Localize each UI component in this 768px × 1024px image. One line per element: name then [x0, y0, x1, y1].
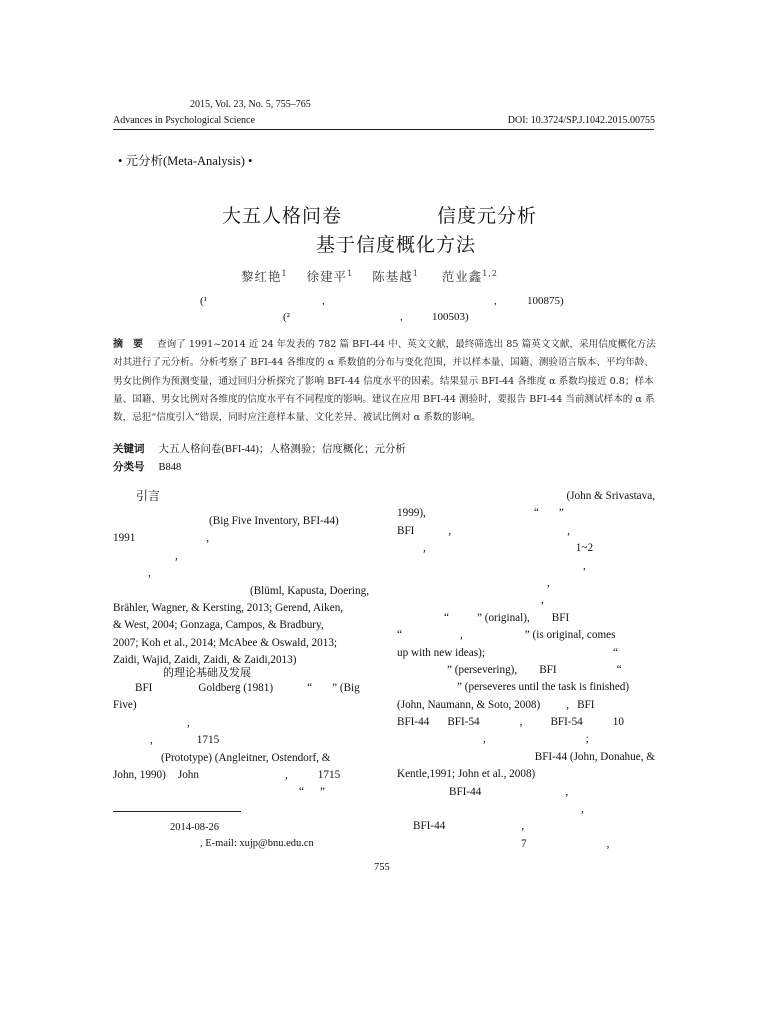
aff1-code: 100875) [527, 295, 564, 307]
page-number: 755 [374, 862, 390, 873]
text-line: (John, Naumann, & Soto, 2008) , BFI [397, 698, 595, 711]
right-column-body [397, 488, 655, 853]
abstract [113, 336, 656, 427]
author-name: 陈基越 [372, 269, 413, 284]
header-journal: Advances in Psychological Science [113, 115, 255, 126]
text-line: BFI , , [397, 524, 571, 537]
classification-text: B848 [158, 462, 182, 473]
left-column-body-2 [113, 680, 369, 802]
aff2-open: (² [283, 311, 290, 323]
text-line: , [583, 559, 586, 572]
author-list: 黎红艳$^1$ 徐建平$^1$ 陈基越$^1$ 范业鑫$^{1,2}$ [241, 268, 499, 284]
text-line: up with new ideas); “ [397, 646, 618, 659]
abstract-label: 摘 要 [113, 339, 143, 350]
title-line1-left: 大五人格问卷 [222, 205, 343, 227]
title-line1-right: 信度元分析 [437, 205, 538, 227]
text-line: , ; [483, 733, 589, 746]
text-line: , 1~2 [423, 542, 594, 555]
text-line: , 1715 [150, 734, 220, 747]
abstract-text: 查询了 1991~2014 近 24 年发表的 782 篇 BFI-44 中、英文文献，最终筛选出 85 篇英文文献，采用信度概化方法对其进行了元分析。分析考察了 BFI-44 各维度的 α 系数值的分布与变化范围，并以样本量、国籍、测验语言版本、平均年龄、男女比例作为预测变量，通过回归分析探究了影响 BFI-44 信度水平的因素。结果显示 BFI-44 各维度 α 系数均接近 0.8；样本量、国籍、男女比例对各维度的信度水平有不同程度的影响。建议在应用 BFI-44 测验时，要报告 BFI-44 当前测试样本的 α 系数，忌犯“信度引入”错误，同时应注意样本量、文化差异、被试比例对 α 系数的影响。 [113, 339, 656, 424]
section-tag: • 元分析(Meta-Analysis) • [118, 154, 253, 168]
classification-label: 分类号 [113, 461, 145, 473]
text-line: “ , ” (is original, comes [397, 629, 616, 642]
text-line: Brähler, Wagner, & Kersting, 2013; Gerend, Aiken, [113, 601, 344, 614]
aff2-comma: , [400, 311, 403, 323]
text-line: ” (perseveres until the task is finished) [457, 681, 630, 694]
text-line: (Prototype) (Angleitner, Ostendorf, & [161, 751, 331, 764]
aff2-code: 100503) [432, 311, 469, 323]
text-line: John, 1990) John , 1715 [113, 768, 341, 781]
text-line: , [148, 567, 151, 580]
text-line: BFI-44 (John, Donahue, & [534, 750, 655, 763]
text-line: 1991 , [113, 532, 209, 545]
header-doi: DOI: 10.3724/SP.J.1042.2015.00755 [507, 115, 655, 126]
left-column-body [113, 513, 369, 670]
author-name: 黎红艳 [241, 269, 282, 284]
text-line: Zaidi, Wajid, Zaidi, Zaidi, & Zaidi,2013) [113, 654, 297, 667]
text-line: BFI-44 BFI-54 , BFI-54 10 [397, 716, 624, 729]
title-line2: 基于信度概化方法 [316, 234, 477, 256]
aff1-open: (¹ [200, 295, 207, 307]
keywords [113, 441, 406, 456]
text-line: Five) [113, 699, 137, 712]
text-line: (Blüml, Kapusta, Doering, [249, 584, 369, 597]
author-name: 徐建平 [306, 269, 348, 284]
text-line: BFI-44 , [449, 785, 569, 798]
text-line: 7 , [521, 837, 610, 850]
text-line: , [547, 576, 550, 589]
aff1-comma: , [494, 295, 497, 307]
text-line: & West, 2004; Gonzaga, Campos, & Bradbury, [113, 619, 324, 632]
section-heading-intro: 引言 [136, 489, 161, 503]
section-heading-theory: 的理论基础及发展 [163, 666, 251, 679]
text-line: , [187, 716, 190, 729]
text-line: 2007; Koh et al., 2014; McAbee & Oswald, 2013; [113, 636, 338, 649]
keywords-text: 大五人格问卷(BFI-44)；人格测验；信度概化；元分析 [158, 444, 406, 455]
text-line: BFI-44 , [413, 820, 525, 833]
footnote-rule [113, 811, 241, 812]
text-line: BFI Goldberg (1981) “ ” (Big [135, 682, 360, 694]
text-line: , [581, 803, 584, 816]
text-line: , [541, 594, 544, 607]
text-line: , [175, 549, 178, 562]
text-line: (John & Srivastava, [566, 490, 655, 502]
text-line: “ ” (original), BFI [444, 611, 570, 624]
text-line: (Big Five Inventory, BFI-44) [209, 515, 339, 527]
text-line: “ ” [299, 786, 325, 799]
keywords-label: 关键词 [113, 443, 145, 455]
author-name: 范业鑫 [441, 269, 483, 284]
classification [113, 459, 181, 474]
header-citation: 2015, Vol. 23, No. 5, 755–765 [190, 99, 311, 110]
footnote-date: 2014-08-26 [170, 822, 219, 833]
text-line: 1999), “ ” [397, 507, 564, 520]
header-rule [113, 129, 654, 130]
aff1-comma: , [322, 295, 325, 307]
text-line: Kentle,1991; John et al., 2008) [397, 768, 536, 781]
text-line: ” (persevering), BFI “ [447, 663, 622, 676]
footnote-email: , E-mail: xujp@bnu.edu.cn [200, 838, 314, 849]
